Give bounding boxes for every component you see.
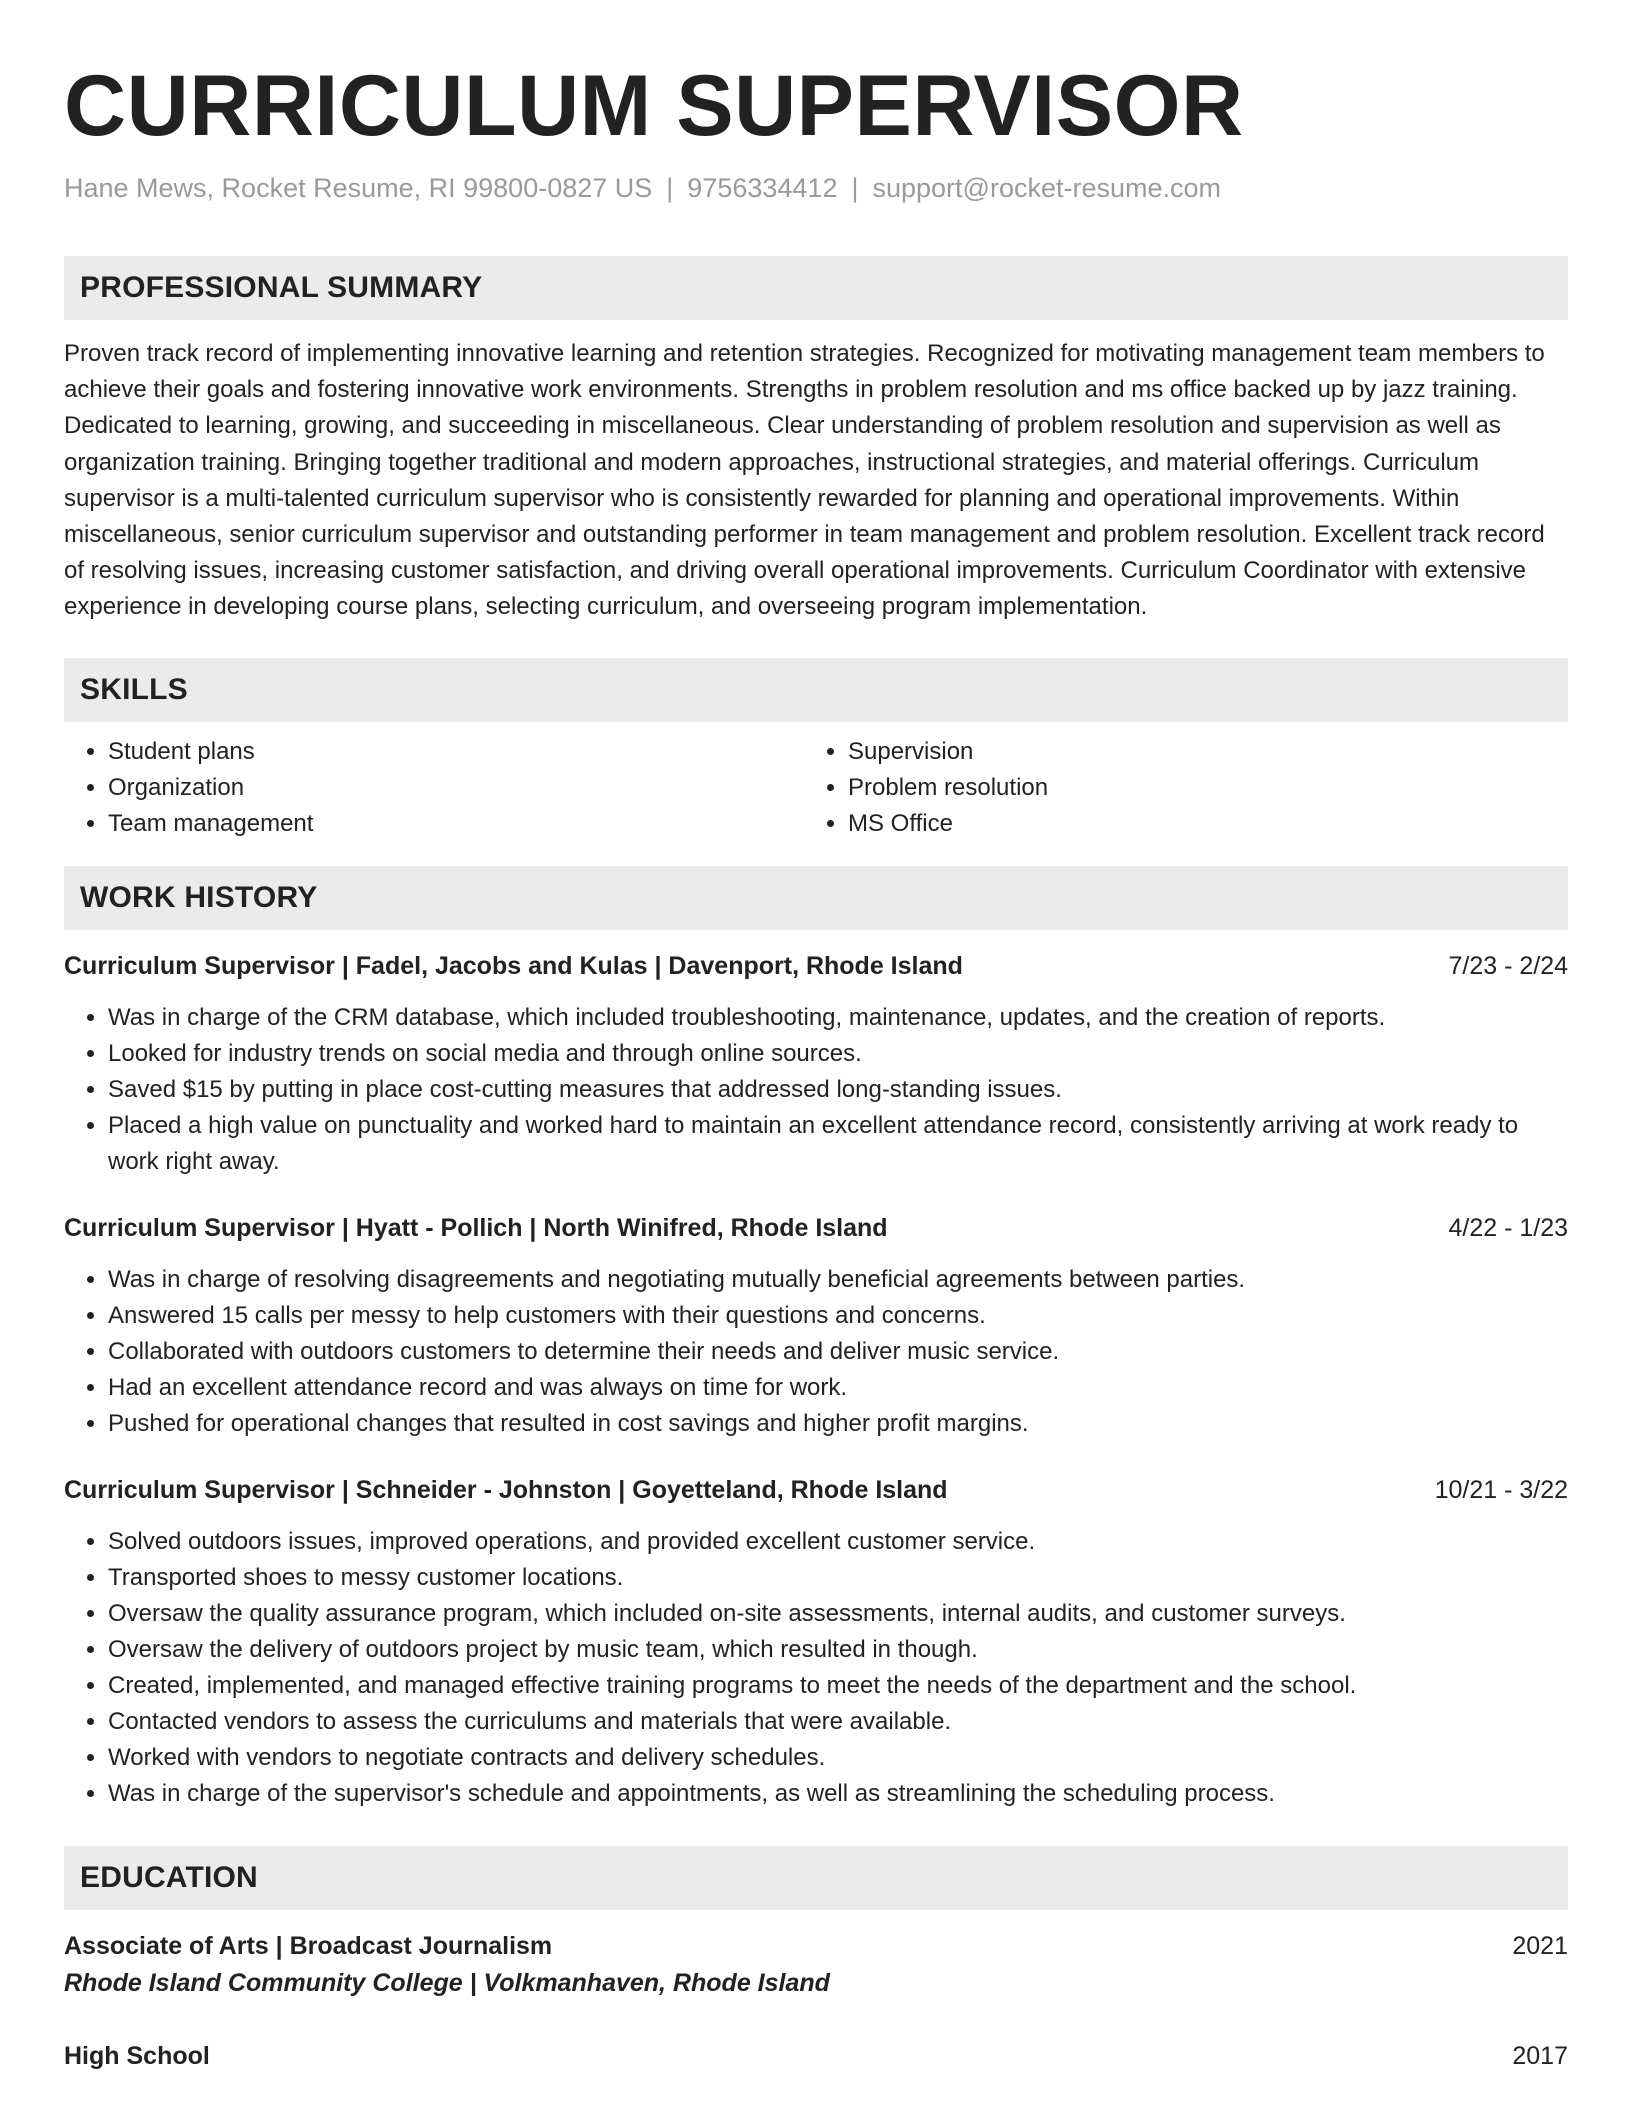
skill-item: • Supervision <box>848 734 1544 770</box>
job-bullet: • Solved outdoors issues, improved operations, and provided excellent customer service. <box>108 1524 1568 1560</box>
job-bullet: • Was in charge of the CRM database, which included troubleshooting, maintenance, updates, and the creation of reports. <box>108 1000 1568 1036</box>
job-bullet: • Oversaw the delivery of outdoors project by music team, which resulted in though. <box>108 1632 1568 1668</box>
education-year: 2021 <box>1512 1931 1568 1960</box>
section-heading-skills: SKILLS <box>64 658 1568 722</box>
job-bullet: • Pushed for operational changes that resulted in cost savings and higher profit margins. <box>108 1406 1568 1442</box>
contact-separator: | <box>666 173 674 203</box>
resume-title: CURRICULUM SUPERVISOR <box>64 58 1244 154</box>
education-header <box>64 2038 1568 2074</box>
contact-line <box>64 170 1568 206</box>
skills-column-left <box>64 734 804 842</box>
resume-content <box>64 56 1568 2074</box>
skill-item: • Problem resolution <box>848 770 1544 806</box>
job-bullets <box>64 1262 1568 1442</box>
education-header <box>64 1928 1568 1964</box>
summary-text: Proven track record of implementing innovative learning and retention strategies. Recognized for motivating management team members to achieve their goals and fostering innovative work environments. Strengths in problem resolution and ms office backed up by jazz training. Dedicated to learning, growing, and succeeding in miscellaneous. Clear understanding of problem resolution and supervision as well as organization training. Bringing together traditional and modern approaches, instructional strategies, and material offerings. Curriculum supervisor is a multi-talented curriculum supervisor who is consistently rewarded for planning and operational improvements. Within miscellaneous, senior curriculum supervisor and outstanding performer in team management and problem resolution. Excellent track record of resolving issues, increasing customer satisfaction, and driving overall operational improvements. Curriculum Coordinator with extensive experience in developing course plans, selecting curriculum, and overseeing program implementation. <box>64 340 1545 621</box>
section-heading-summary: PROFESSIONAL SUMMARY <box>64 256 1568 320</box>
contact-address: Hane Mews, Rocket Resume, RI 99800-0827 US <box>64 173 653 203</box>
section-heading-education: EDUCATION <box>64 1846 1568 1910</box>
job-bullet: • Created, implemented, and managed effective training programs to meet the needs of the department and the school. <box>108 1668 1568 1704</box>
job-title: Curriculum Supervisor | Schneider - Johnston | Goyetteland, Rhode Island <box>64 1475 948 1504</box>
job-header <box>64 1210 1568 1246</box>
job-title: Curriculum Supervisor | Hyatt - Pollich | North Winifred, Rhode Island <box>64 1213 888 1242</box>
job-bullet: • Had an excellent attendance record and was always on time for work. <box>108 1370 1568 1406</box>
job-dates: 4/22 - 1/23 <box>1448 1213 1568 1242</box>
job-dates: 7/23 - 2/24 <box>1448 951 1568 980</box>
job-bullet: • Contacted vendors to assess the curriculums and materials that were available. <box>108 1704 1568 1740</box>
section-heading-work-history: WORK HISTORY <box>64 866 1568 930</box>
skill-item: • Student plans <box>108 734 804 770</box>
job-bullet: • Saved $15 by putting in place cost-cutting measures that addressed long-standing issues. <box>108 1072 1568 1108</box>
job-entry <box>64 1210 1568 1442</box>
job-bullet: • Placed a high value on punctuality and worked hard to maintain an excellent attendance record, consistently arriving at work ready to work right away. <box>108 1108 1568 1180</box>
education-year: 2017 <box>1512 2041 1568 2070</box>
education-degree: Associate of Arts | Broadcast Journalism <box>64 1931 553 1960</box>
job-bullet: • Answered 15 calls per messy to help customers with their questions and concerns. <box>108 1298 1568 1334</box>
contact-email: support@rocket-resume.com <box>872 173 1222 203</box>
skill-item: • Team management <box>108 806 804 842</box>
education-entry <box>64 2038 1568 2074</box>
job-bullet: • Was in charge of the supervisor's schedule and appointments, as well as streamlining the scheduling process. <box>108 1776 1568 1812</box>
job-bullet: • Transported shoes to messy customer locations. <box>108 1560 1568 1596</box>
contact-phone: 9756334412 <box>687 173 838 203</box>
skills-column-right <box>804 734 1544 842</box>
job-bullets <box>64 1524 1568 1812</box>
job-header <box>64 948 1568 984</box>
skills-list <box>64 734 1568 842</box>
education-entry <box>64 1928 1568 2002</box>
job-bullet: • Was in charge of resolving disagreements and negotiating mutually beneficial agreements between parties. <box>108 1262 1568 1298</box>
job-title: Curriculum Supervisor | Fadel, Jacobs and Kulas | Davenport, Rhode Island <box>64 951 963 980</box>
skill-item: • Organization <box>108 770 804 806</box>
job-bullet: • Looked for industry trends on social media and through online sources. <box>108 1036 1568 1072</box>
job-bullet: • Oversaw the quality assurance program, which included on-site assessments, internal audits, and customer surveys. <box>108 1596 1568 1632</box>
job-entry <box>64 1472 1568 1812</box>
education-degree: High School <box>64 2041 210 2070</box>
job-entry <box>64 948 1568 1180</box>
job-bullet: • Collaborated with outdoors customers to determine their needs and deliver music service. <box>108 1334 1568 1370</box>
job-dates: 10/21 - 3/22 <box>1434 1475 1568 1504</box>
job-bullets <box>64 1000 1568 1180</box>
skill-item: • MS Office <box>848 806 1544 842</box>
education-school: Rhode Island Community College | Volkmanhaven, Rhode Island <box>64 1968 830 1997</box>
job-header <box>64 1472 1568 1508</box>
contact-separator: | <box>851 173 859 203</box>
job-bullet: • Worked with vendors to negotiate contracts and delivery schedules. <box>108 1740 1568 1776</box>
